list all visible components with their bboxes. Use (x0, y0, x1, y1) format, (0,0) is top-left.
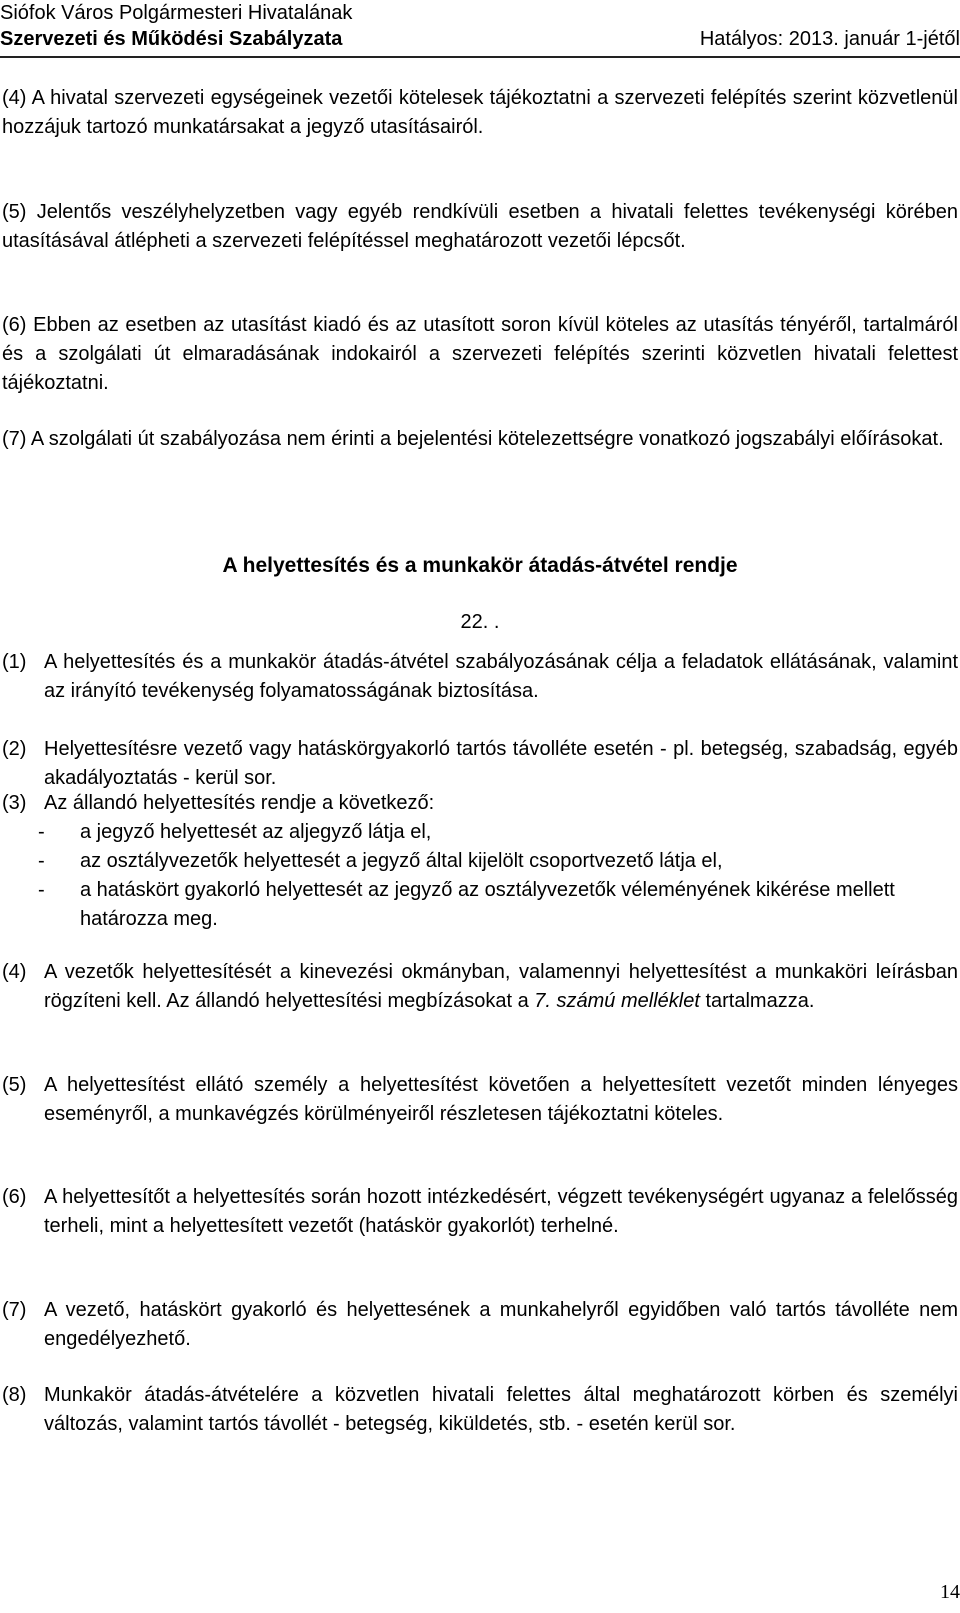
item-1 (2, 648, 958, 706)
item-text-part: A vezetők helyettesítését a kinevezési okmányban, valamennyi helyettesítést a munkaköri leírásban rögzíteni kell. Az állandó helyettesítési megbízásokat a (44, 961, 958, 1012)
paragraph-7: (7) A szolgálati út szabályozása nem érinti a bejelentési kötelezettségre vonatkozó jogszabályi előírásokat. (2, 428, 944, 450)
item-number: (6) (2, 1186, 27, 1208)
dash-item-text: az osztályvezetők helyettesét a jegyző által kijelölt csoportvezető látja el, (80, 850, 723, 872)
item-3 (2, 789, 958, 818)
page-number: 14 (940, 1581, 960, 1603)
section-title: A helyettesítés és a munkakör átadás-átvétel rendje (222, 554, 738, 577)
item-number: (5) (2, 1074, 27, 1096)
header-divider (0, 56, 960, 58)
item-5 (2, 1071, 958, 1129)
item-text (44, 958, 958, 1016)
dash-list-item (38, 847, 958, 876)
dash-list-item (38, 818, 958, 847)
header-document-title: Szervezeti és Működési Szabályzata (0, 28, 343, 50)
item-text: Helyettesítésre vezető vagy hatáskörgyakorló tartós távolléte esetén - pl. betegség, szabadság, egyéb akadályoztatás - kerül sor. (44, 738, 958, 789)
item-number: (7) (2, 1299, 27, 1321)
paragraph-5: (5) Jelentős veszélyhelyzetben vagy egyéb rendkívüli esetben a hivatali felettes tevékenységi körében utasításával átlépheti a szervezeti felépítéssel meghatározott vezetői lépcsőt. (2, 201, 958, 252)
item-number: (1) (2, 651, 27, 673)
item-2 (2, 735, 958, 793)
paragraph-6: (6) Ebben az esetben az utasítást kiadó és az utasított soron kívül köteles az utasítás tényéről, tartalmáról és a szolgálati út elmaradásának indokairól a szervezeti felépítés szerinti közvetlen hivatali felettest tájékoztatni. (2, 314, 958, 394)
item-text: Az állandó helyettesítés rendje a következő: (44, 792, 435, 814)
item-text: Munkakör átadás-átvételére a közvetlen hivatali felettes által meghatározott körben és személyi változás, valamint tartós távollét - betegség, kiküldetés, stb. - esetén kerül sor. (44, 1384, 958, 1435)
dash-list-item (38, 876, 958, 934)
dash-item-text: a hatáskört gyakorló helyettesét az jegyző az osztályvezetők véleményének kikérése mellett határozza meg. (80, 879, 895, 930)
dash-item-text: a jegyző helyettesét az aljegyző látja el, (80, 821, 432, 843)
item-8 (2, 1381, 958, 1439)
annex-reference: 7. számú melléklet (534, 990, 700, 1012)
header-effective-date: Hatályos: 2013. január 1-jétől (699, 28, 960, 50)
dash-bullet: - (38, 821, 45, 843)
section-number: 22. . (460, 611, 500, 633)
dash-bullet: - (38, 850, 45, 872)
item-number: (3) (2, 792, 27, 814)
item-text: A helyettesítőt a helyettesítés során hozott intézkedésért, végzett tevékenységért ugyanaz a felelősség terheli, mint a helyettesített vezetőt (hatáskör gyakorlót) terhelné. (44, 1186, 958, 1237)
paragraph-4: (4) A hivatal szervezeti egységeinek vezetői kötelesek tájékoztatni a szervezeti felépítés szerint közvetlenül hozzájuk tartozó munkatársakat a jegyző utasításairól. (2, 87, 958, 138)
item-number: (2) (2, 738, 27, 760)
item-text: A vezető, hatáskört gyakorló és helyettesének a munkahelyről egyidőben való tartós távolléte nem engedélyezhető. (44, 1299, 958, 1350)
item-4 (2, 958, 958, 1016)
item-text: A helyettesítés és a munkakör átadás-átvétel szabályozásának célja a feladatok ellátásának, valamint az irányító tevékenység folyamatosságának biztosítása. (44, 651, 958, 702)
item-number: (4) (2, 961, 27, 983)
item-text-part: tartalmazza. (699, 990, 815, 1012)
dash-bullet: - (38, 879, 45, 901)
item-text: A helyettesítést ellátó személy a helyettesítést követően a helyettesített vezetőt minden lényeges eseményről, a munkavégzés körülményeiről részletesen tájékoztatni köteles. (44, 1074, 958, 1125)
item-6 (2, 1183, 958, 1241)
header-organization: Siófok Város Polgármesteri Hivatalának (0, 2, 353, 24)
item-7 (2, 1296, 958, 1354)
item-number: (8) (2, 1384, 27, 1406)
